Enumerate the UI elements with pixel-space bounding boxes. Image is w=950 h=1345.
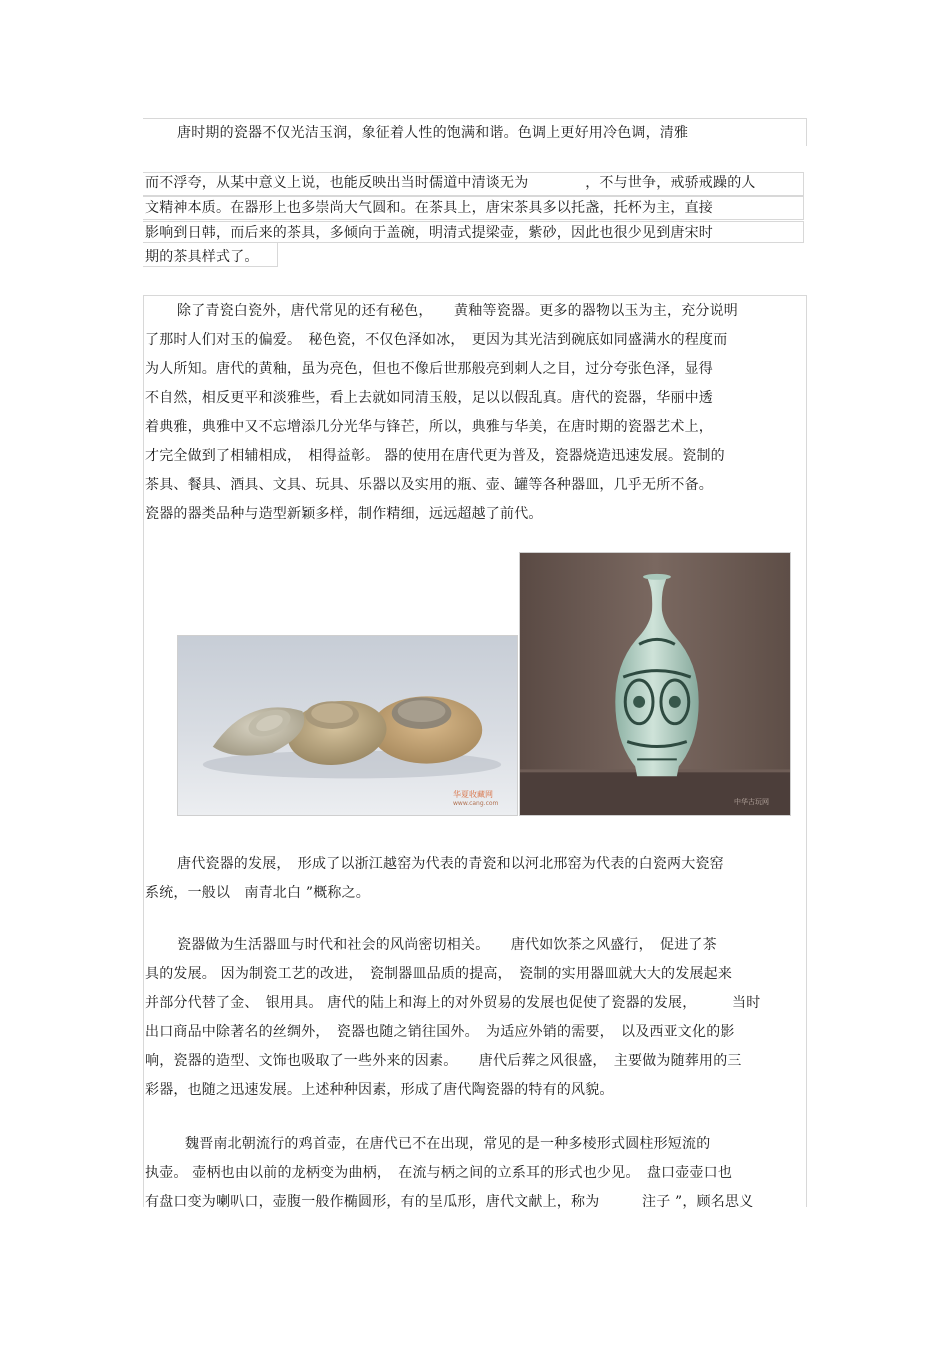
para4-line-6: 彩器，也随之迅速发展。上述种种因素，形成了唐代陶瓷器的特有的风貌。 bbox=[145, 1082, 614, 1098]
para4-line-1: 瓷器做为生活器皿与时代和社会的风尚密切相关。 唐代如饮茶之风盛行， 促进了茶 bbox=[177, 937, 717, 953]
para2-line-2: 了那时人们对玉的偏爱。 秘色瓷，不仅色泽如冰， 更因为其光洁到碗底如同盛满水的程度而 bbox=[145, 332, 728, 348]
vase-watermark: 中华古玩网 bbox=[734, 798, 769, 806]
para1-line-5: 期的茶具样式了。 bbox=[145, 249, 259, 265]
para2-line-8: 瓷器的器类品种与造型新颖多样，制作精细，远远超越了前代。 bbox=[145, 506, 543, 522]
para1-line-4: 影响到日韩，而后来的茶具，多倾向于盖碗，明清式提梁壶，紫砂，因此也很少见到唐宋时 bbox=[145, 225, 713, 241]
bowls-watermark: 华夏收藏网 bbox=[453, 790, 493, 799]
para2-line-6: 才完全做到了相辅相成， 相得益彰。 器的使用在唐代更为普及，瓷器烧造迅速发展。瓷制的 bbox=[145, 448, 725, 464]
bowls-photo bbox=[177, 635, 518, 816]
vase-photo bbox=[519, 552, 791, 816]
para5-line-2: 执壶。 壶柄也由以前的龙柄变为曲柄， 在流与柄之间的立系耳的形式也少见。 盘口壶壶口也 bbox=[145, 1165, 733, 1181]
para3-line-2: 系统，一般以 南青北白 ”概称之。 bbox=[145, 885, 371, 901]
para1-line-1: 唐时期的瓷器不仅光洁玉润，象征着人性的饱满和谐。色调上更好用冷色调，清雅 bbox=[177, 125, 689, 141]
para5-line-1: 魏晋南北朝流行的鸡首壶，在唐代已不在出现，常见的是一种多棱形式圆柱形短流的 bbox=[185, 1136, 711, 1152]
para4-line-2: 具的发展。 因为制瓷工艺的改进， 瓷制器皿品质的提高， 瓷制的实用器皿就大大的发展起来 bbox=[145, 966, 733, 982]
para2-line-1: 除了青瓷白瓷外，唐代常见的还有秘色， 黄釉等瓷器。更多的器物以玉为主，充分说明 bbox=[177, 303, 738, 319]
para3-line-1: 唐代瓷器的发展， 形成了以浙江越窑为代表的青瓷和以河北邢窑为代表的白瓷两大瓷窑 bbox=[177, 856, 724, 872]
para4-line-3: 并部分代替了金、 银用具。 唐代的陆上和海上的对外贸易的发展也促使了瓷器的发展， 当时 bbox=[145, 995, 761, 1011]
bowls-watermark-url: www.cang.com bbox=[453, 800, 499, 807]
para4-line-4: 出口商品中除著名的丝绸外， 瓷器也随之销往国外。 为适应外销的需要， 以及西亚文化的影 bbox=[145, 1024, 735, 1040]
para2-line-4: 不自然，相反更平和淡雅些，看上去就如同清玉般，足以以假乱真。唐代的瓷器，华丽中透 bbox=[145, 390, 713, 406]
para1-line-3: 文精神本质。在器形上也多崇尚大气圆和。在茶具上，唐宋茶具多以托盏，托杯为主，直接 bbox=[145, 200, 713, 216]
para5-line-3: 有盘口变为喇叭口，壶腹一般作椭圆形，有的呈瓜形，唐代文献上，称为 注子 ”，顾名思义 bbox=[145, 1194, 754, 1210]
para2-line-7: 茶具、餐具、酒具、文具、玩具、乐器以及实用的瓶、壶、罐等各种器皿，几乎无所不备。 bbox=[145, 477, 713, 493]
para2-line-3: 为人所知。唐代的黄釉，虽为亮色，但也不像后世那般亮到刺人之目，过分夸张色泽，显得 bbox=[145, 361, 713, 377]
para1-line-2: 而不浮夸，从某中意义上说，也能反映出当时儒道中清谈无为 ，不与世争，戒骄戒躁的人 bbox=[145, 175, 756, 191]
para2-line-5: 着典雅，典雅中又不忘增添几分光华与锋芒，所以，典雅与华美，在唐时期的瓷器艺术上， bbox=[145, 419, 713, 435]
para4-line-5: 响，瓷器的造型、文饰也吸取了一些外来的因素。 唐代后葬之风很盛， 主要做为随葬用的三 bbox=[145, 1053, 742, 1069]
